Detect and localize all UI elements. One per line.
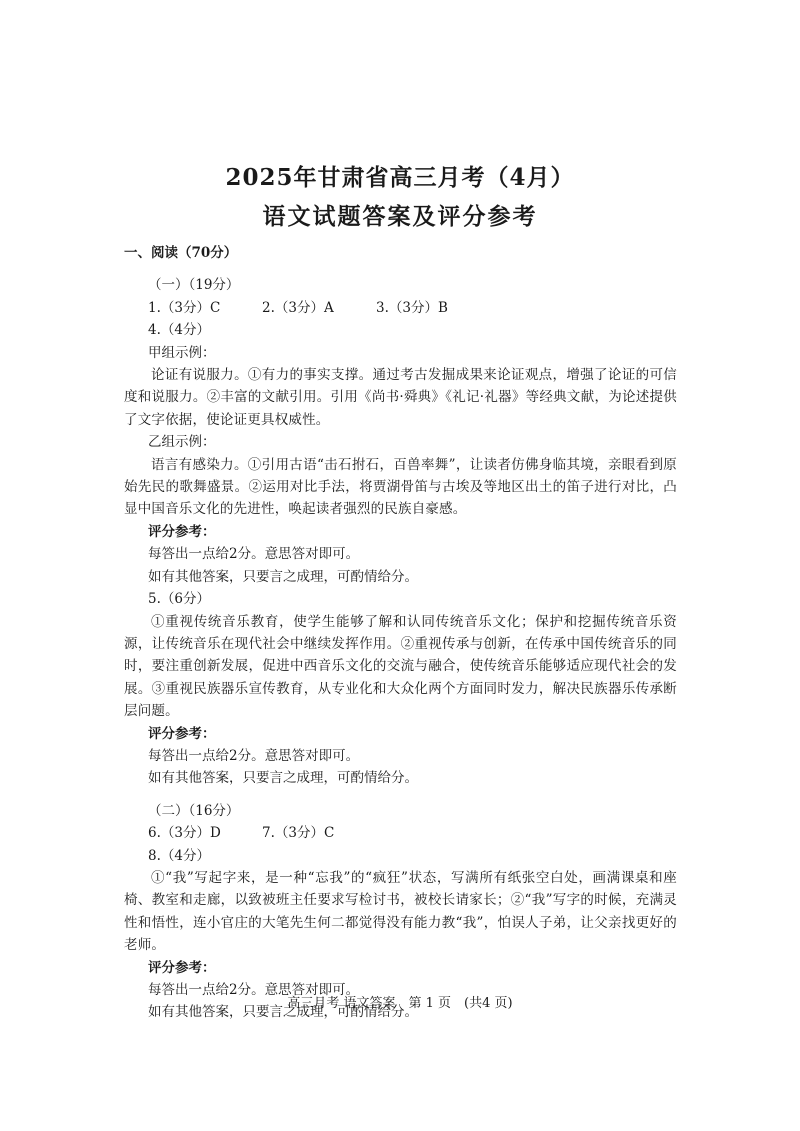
section-heading: 一、阅读（70分） bbox=[124, 245, 238, 261]
scoring-label: 评分参考： bbox=[148, 725, 216, 742]
page-footer: 高三月考 语文答案 第 1 页 (共4 页) bbox=[287, 996, 513, 1011]
document-subtitle: 语文试题答案及评分参考 bbox=[262, 203, 538, 230]
answer-paragraph: 论证有说服力。①有力的事实支撑。通过考古发掘成果来论证观点，增强了论证的可信度和说服力。②丰富的文献引用。引用《尚书·舜典》《礼记·礼器》等经典文献，为论述提供了文字依据，使论证更具权威性。 bbox=[124, 367, 677, 428]
question-number: 4.（4分） bbox=[148, 322, 210, 339]
document-body bbox=[124, 242, 677, 1024]
answer-paragraph: ①“我”写起字来，是一种“忘我”的“疯狂”状态，写满所有纸张空白处，画满课桌和座椅、教室和走廊，以致被班主任要求写检讨书，被校长请家长；②“我”写字的时候，充满灵性和悟性，连小官庄的大笔先生何二都觉得没有能力教“我”，怕误人子弟，让父亲找更好的老师。 bbox=[124, 869, 677, 954]
answer-row bbox=[124, 822, 677, 844]
answer-item: 6.（3分）D bbox=[148, 825, 221, 842]
answer-row bbox=[124, 297, 677, 319]
group-label: 甲组示例： bbox=[148, 344, 216, 361]
answer-paragraph: 语言有感染力。①引用古语“击石拊石，百兽率舞”，让读者仿佛身临其境，亲眼看到原始先民的歌舞盛景。②运用对比手法，将贾湖骨笛与古埃及等地区出土的笛子进行对比，凸显中国音乐文化的先进性，唤起读者强烈的民族自豪感。 bbox=[124, 456, 677, 518]
scoring-text: 如有其他答案，只要言之成理，可酌情给分。 bbox=[148, 1004, 418, 1021]
scoring-text: 每答出一点给2分。意思答对即可。 bbox=[148, 982, 360, 998]
group-label: 乙组示例： bbox=[148, 434, 216, 451]
scoring-label: 评分参考： bbox=[148, 523, 216, 540]
question-number: 8.（4分） bbox=[148, 847, 210, 864]
answer-item: 7.（3分）C bbox=[262, 825, 335, 842]
part-heading: （二）（16分） bbox=[148, 802, 240, 819]
document-title: 2025年甘肃省高三月考（4月） bbox=[225, 164, 575, 191]
scoring-text: 每答出一点给2分。意思答对即可。 bbox=[148, 747, 360, 764]
scoring-text: 如有其他答案，只要言之成理，可酌情给分。 bbox=[148, 568, 418, 585]
answer-item: 2.（3分）A bbox=[262, 299, 334, 316]
answer-paragraph: ①重视传统音乐教育，使学生能够了解和认同传统音乐文化；保护和挖掘传统音乐资源，让传统音乐在现代社会中继续发挥作用。②重视传承与创新，在传承中国传统音乐的同时，要注重创新发展，促进中西音乐文化的交流与融合，使传统音乐能够适应现代社会的发展。③重视民族器乐宣传教育，从专业化和大众化两个方面同时发力，解决民族器乐传承断层问题。 bbox=[124, 613, 677, 720]
scoring-label: 评分参考： bbox=[148, 959, 216, 976]
answer-item: 3.（3分）B bbox=[376, 299, 448, 316]
scoring-text: 每答出一点给2分。意思答对即可。 bbox=[148, 546, 360, 563]
answer-item: 1.（3分）C bbox=[148, 299, 221, 316]
part-heading: （一）（19分） bbox=[148, 277, 240, 294]
scoring-text: 如有其他答案，只要言之成理，可酌情给分。 bbox=[148, 770, 418, 787]
question-number: 5.（6分） bbox=[148, 591, 210, 608]
